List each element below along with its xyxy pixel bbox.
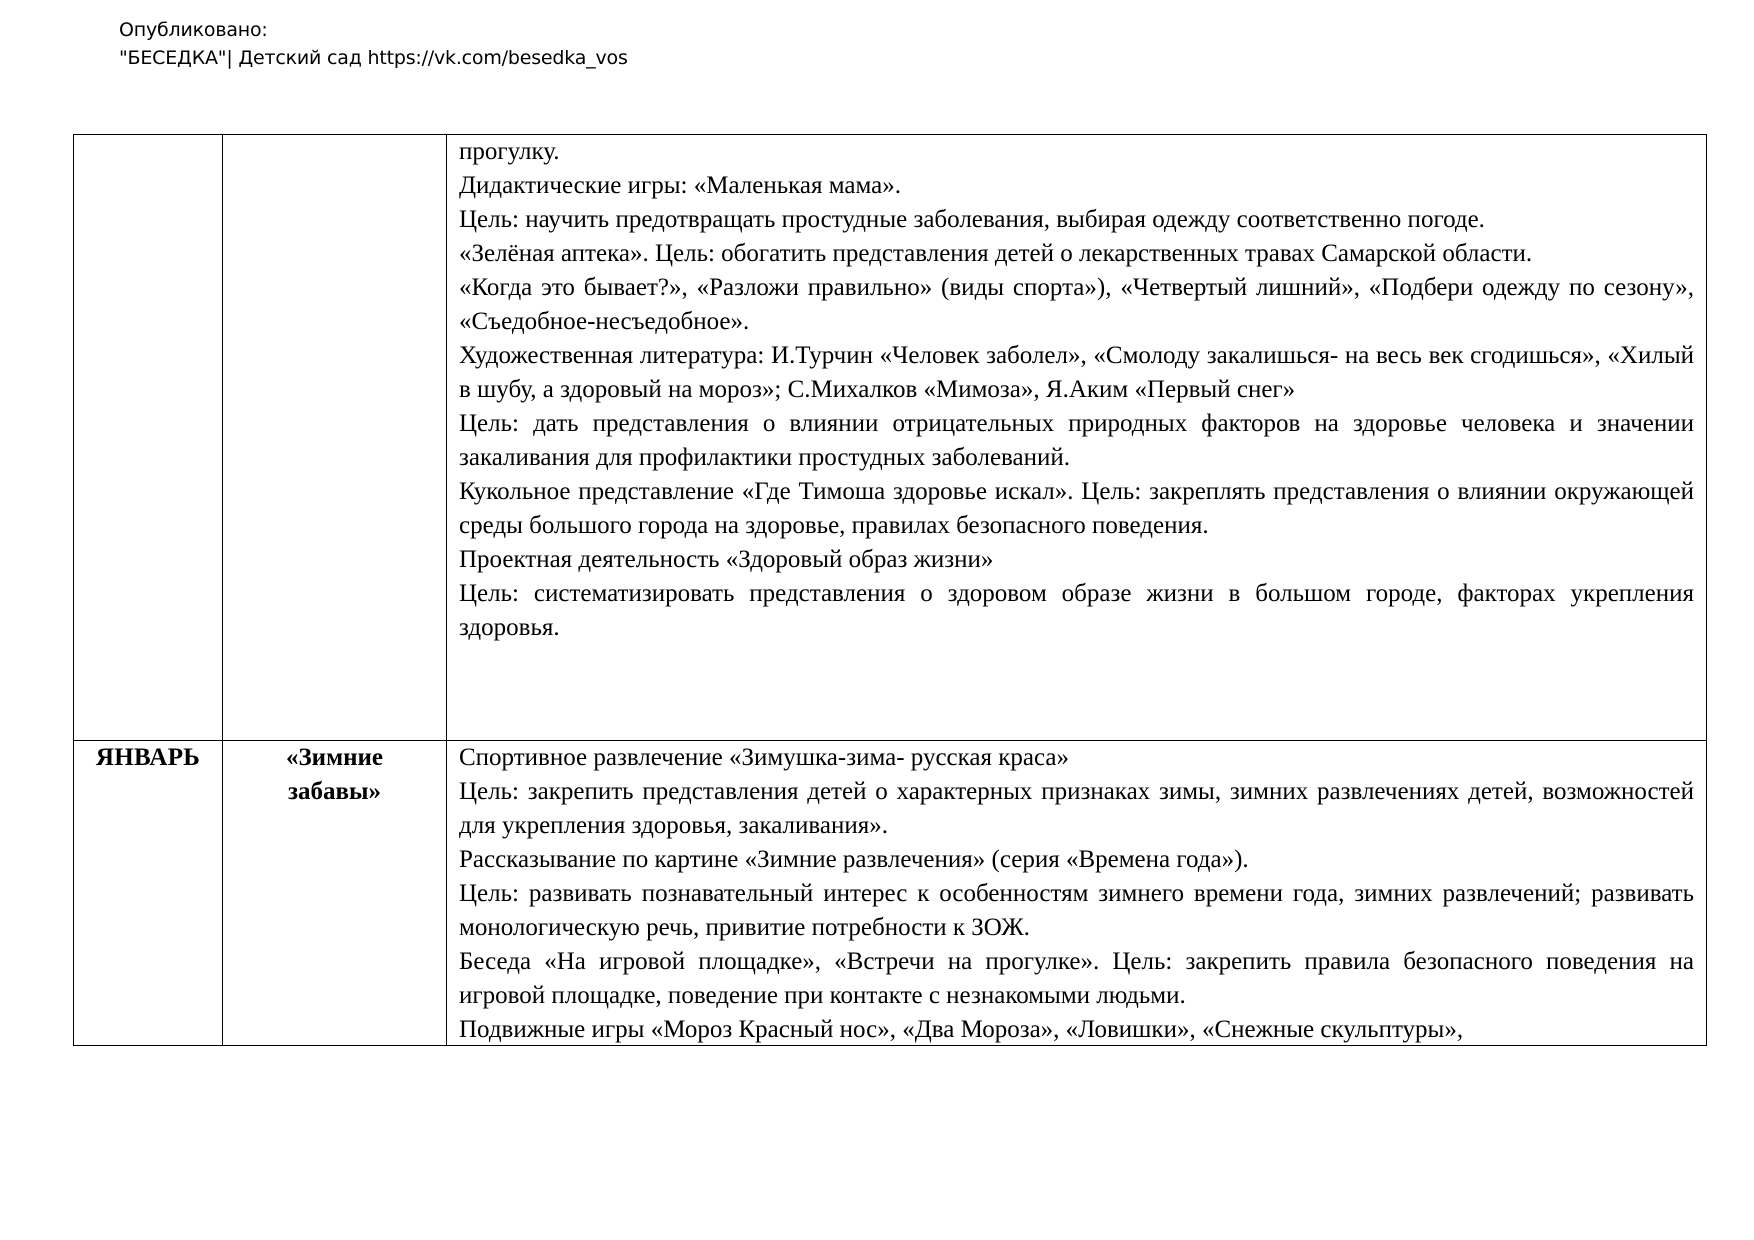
table-row [74, 741, 1707, 1046]
content-paragraph: Цель: научить предотвращать простудные заболевания, выбирая одежду соответственно погоде. [459, 206, 1485, 233]
content-paragraph: Цель: дать представления о влиянии отрицательных природных факторов на здоровье человека и значении закаливания для профилактики простудных заболеваний. [459, 410, 1694, 471]
content-paragraph: Цель: развивать познавательный интерес к особенностям зимнего времени года, зимних развлечений; развивать монологическую речь, привитие потребности к ЗОЖ. [459, 880, 1694, 941]
plan-table [73, 134, 1707, 1046]
theme-cell [223, 135, 447, 741]
month-cell [74, 135, 223, 741]
content-paragraph: Цель: закрепить представления детей о характерных признаках зимы, зимних развлечениях детей, возможностей для укрепления здоровья, закаливания». [459, 778, 1694, 839]
publisher-link-line: "БЕСЕДКА"| Детский сад https://vk.com/besedka_vos [119, 47, 628, 69]
content-paragraph: Рассказывание по картине «Зимние развлечения» (серия «Времена года»). [459, 846, 1249, 873]
content-paragraph: Цель: систематизировать представления о здоровом образе жизни в большом городе, факторах укрепления здоровья. [459, 580, 1694, 641]
content-cell [447, 741, 1707, 1046]
content-paragraph: Дидактические игры: «Маленькая мама». [459, 172, 902, 199]
theme-cell [223, 741, 447, 1046]
content-paragraph: Беседа «На игровой площадке», «Встречи на прогулке». Цель: закрепить правила безопасного поведения на игровой площадке, поведение при контакте с незнакомыми людьми. [459, 948, 1694, 1009]
content-paragraph: Художественная литература: И.Турчин «Человек заболел», «Смолоду закалишься- на весь век сгодишься», «Хилый в шубу, а здоровый на мороз»; С.Михалков «Мимоза», Я.Аким «Первый снег» [459, 342, 1694, 403]
content-paragraph: Кукольное представление «Где Тимоша здоровье искал». Цель: закреплять представления о влиянии окружающей среды большого города на здоровье, правилах безопасного поведения. [459, 478, 1694, 539]
content-paragraph: Спортивное развлечение «Зимушка-зима- русская краса» [459, 744, 1069, 771]
content-paragraph: Подвижные игры «Мороз Красный нос», «Два Мороза», «Ловишки», «Снежные скульптуры», [459, 1016, 1464, 1043]
content-paragraph: «Зелёная аптека». Цель: обогатить представления детей о лекарственных травах Самарской области. [459, 240, 1533, 267]
table-row [74, 135, 1707, 741]
theme-label [223, 741, 446, 809]
content-paragraph: Проектная деятельность «Здоровый образ жизни» [459, 546, 994, 573]
content-paragraph: «Когда это бывает?», «Разложи правильно» (виды спорта»), «Четвертый лишний», «Подбери одежду по сезону», «Съедобное-несъедобное». [459, 274, 1694, 335]
content-paragraph: прогулку. [459, 138, 560, 165]
month-cell [74, 741, 223, 1046]
theme-label-line: «Зимние [285, 744, 384, 771]
publication-header [119, 16, 628, 72]
month-label: ЯНВАРЬ [95, 744, 201, 771]
content-cell [447, 135, 1707, 741]
theme-label-line: забавы» [287, 778, 382, 805]
published-label: Опубликовано: [119, 19, 268, 41]
